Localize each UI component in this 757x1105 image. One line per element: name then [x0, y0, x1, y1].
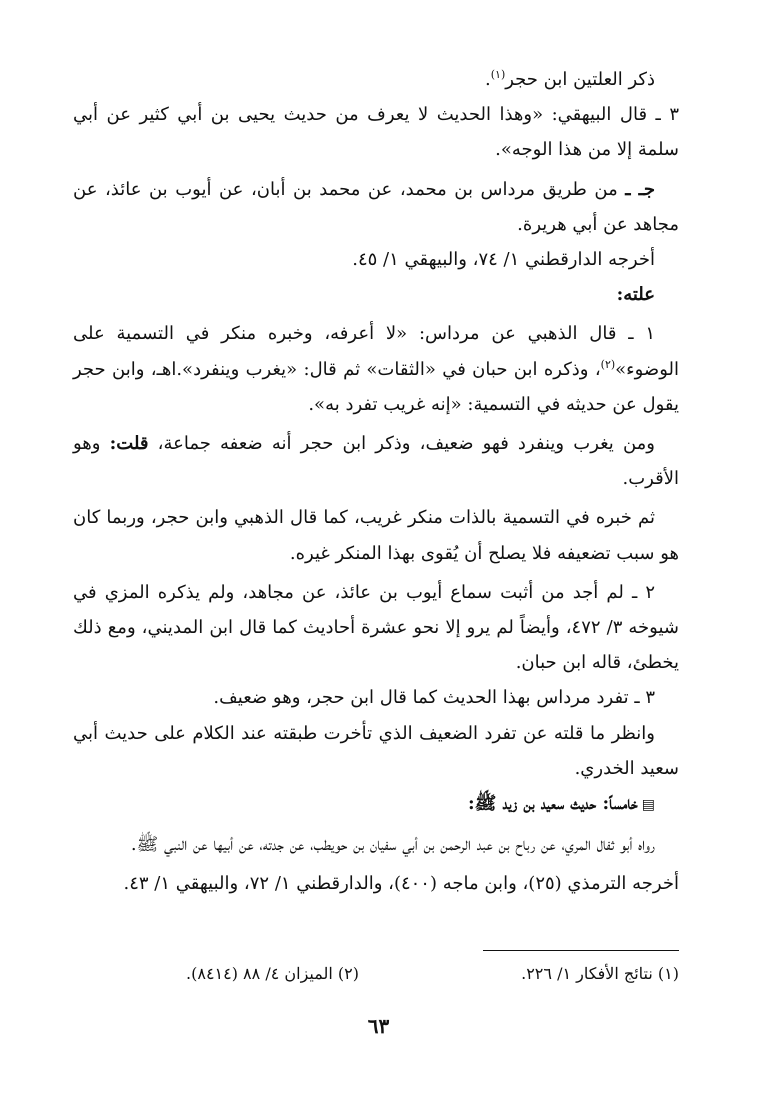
paragraph-14: أخرجه الترمذي (٢٥)، وابن ماجه (٤٠٠)، والدارقطني ١/ ٧٢، والبيهقي ١/ ٤٣.: [123, 873, 679, 895]
paragraph-9: ٢ ـ لم أجد من أثبت سماع أيوب بن عائذ، عن مجاهد، ولم يذكره المزي في شيوخه ٣/ ٤٧٢، وأيضاً لم يرو إلا نحو عشرة أحاديث كما قال ابن المديني، ومع ذلك يخطئ، قاله ابن حبان.: [73, 581, 679, 674]
paragraph-6-a: ١ ـ قال الذهبي عن مرداس: «لا أعرفه، وخبره منكر في التسمية على الوضوء»: [73, 323, 679, 380]
paragraph-8: ثم خبره في التسمية بالذات منكر غريب، كما قال الذهبي وابن حجر، وربما كان هو سبب تضعيفه فلا يصلح أن يُقوى بهذا المنكر غيره.: [73, 507, 679, 564]
paragraph-1-text: ذكر العلتين ابن حجر: [505, 69, 655, 90]
page-number: ٦٣: [367, 1014, 390, 1038]
footnote-2: (٢) الميزان ٤/ ٨٨ (٨٤١٤).: [186, 964, 359, 983]
section-heading-fifth-text: خامساً: حديث سعيد بن زيد ﷺ:: [468, 793, 638, 815]
paragraph-4: أخرجه الدارقطني ١/ ٧٤، والبيهقي ١/ ٤٥.: [352, 249, 655, 271]
paragraph-7-bold: قلت:: [109, 433, 149, 455]
footnotes: [73, 962, 679, 986]
section-marker-icon: ▤: [641, 797, 655, 814]
paragraph-1-end: .: [484, 69, 491, 90]
paragraph-11: وانظر ما قلته عن تفرد الضعيف الذي تأخرت طبقته عند الكلام على حديث أبي سعيد الخدري.: [73, 722, 679, 779]
paragraph-7-b: وهو الأقرب.: [73, 433, 679, 490]
section-heading-illness: علته:: [616, 284, 655, 306]
footnote-1: (١) نتائج الأفكار ١/ ٢٢٦.: [521, 964, 679, 983]
paragraph-13: رواه أبو ثفال المري، عن رباح بن عبد الرحمن بن أبي سفيان بن حويطب، عن جدته، عن أبيها عن النبي ﷺ.: [130, 834, 655, 856]
paragraph-3-text: من طريق مرداس بن محمد، عن محمد بن أبان، عن أيوب بن عائذ، عن مجاهد عن أبي هريرة.: [73, 178, 679, 235]
paragraph-1: [73, 62, 679, 97]
footnote-ref-1: (١): [490, 68, 506, 81]
footnote-divider: [483, 950, 679, 951]
paragraph-2: ٣ ـ قال البيهقي: «وهذا الحديث لا يعرف من حديث يحيى بن أبي كثير عن أبي سلمة إلا من هذا الوجه».: [73, 104, 679, 161]
paragraph-6: [73, 316, 679, 422]
paragraph-3: [73, 172, 679, 242]
footnote-ref-2: (٢): [600, 357, 616, 371]
main-text: [73, 62, 679, 902]
paragraph-10: ٣ ـ تفرد مرداس بهذا الحديث كما قال ابن حجر، وهو ضعيف.: [213, 687, 655, 709]
paragraph-7: [73, 426, 679, 496]
paragraph-6-b: ، وذكره ابن حبان في «الثقات» ثم قال: «يغرب وينفرد».اهـ، وابن حجر يقول عن حديثه في التسمية: «إنه غريب تفرد به».: [73, 358, 679, 415]
paragraph-7-a: ومن يغرب وينفرد فهو ضعيف، وذكر ابن حجر أنه ضعفه جماعة،: [148, 433, 655, 455]
paragraph-3-lead: جـ ـ: [625, 178, 655, 200]
section-heading-fifth: [73, 786, 679, 823]
